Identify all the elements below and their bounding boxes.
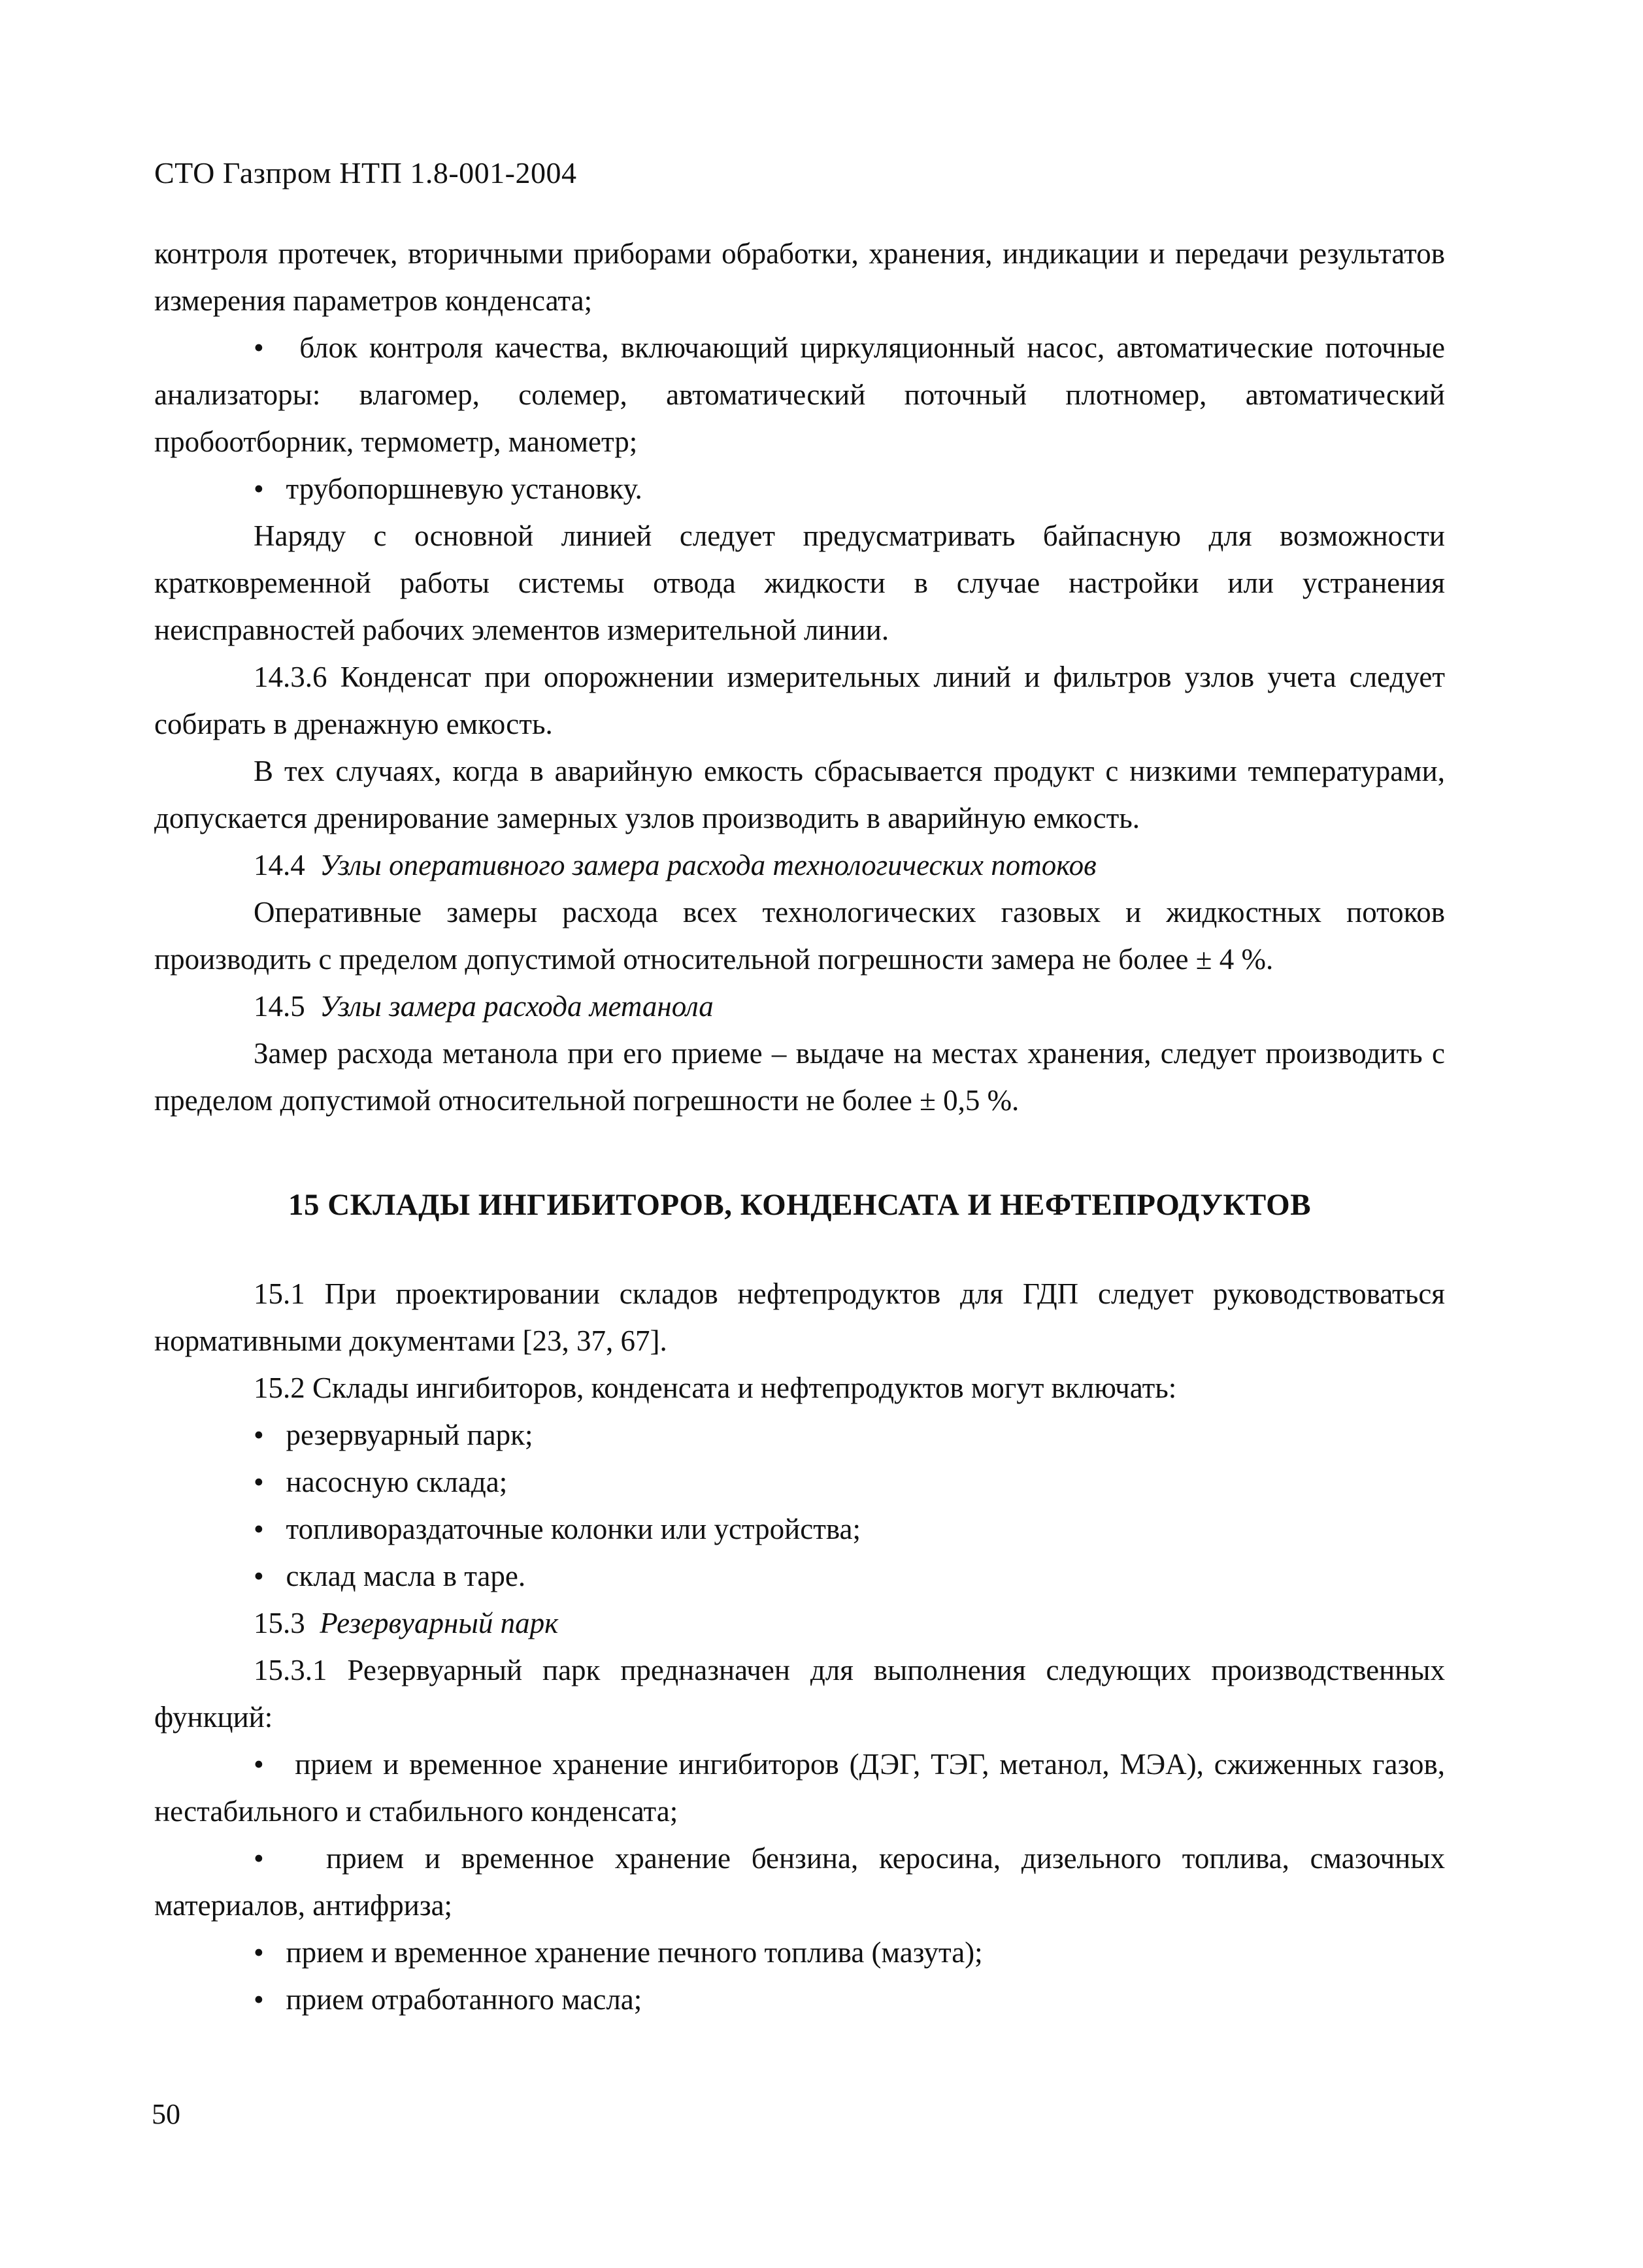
page-number: 50 bbox=[152, 2098, 180, 2130]
bullet-glyph: • bbox=[254, 1842, 264, 1875]
bullet-glyph: • bbox=[254, 1983, 264, 2016]
bullet-glyph: • bbox=[254, 1560, 264, 1592]
bullet-item: • прием и временное хранение печного топлива (мазута); bbox=[254, 1936, 983, 1969]
paragraph-14-5: Замер расхода метанола при его приеме – выдаче на местах хранения, следует производить с пределом допустимой относительной погрешности не более ± 0,5 %. bbox=[154, 1037, 1445, 1117]
continuation-paragraph: контроля протечек, вторичными приборами обработки, хранения, индикации и передачи результатов измерения параметров конденсата; bbox=[154, 237, 1445, 317]
bullet-glyph: • bbox=[254, 331, 264, 364]
bullet-glyph: • bbox=[254, 1936, 264, 1969]
bullet-item: • резервуарный парк; bbox=[254, 1419, 533, 1451]
paragraph-14-4: Оперативные замеры расхода всех технологических газовых и жидкостных потоков производить с пределом допустимой относительной погрешности замера не более ± 4 %. bbox=[154, 896, 1445, 976]
bullet-glyph: • bbox=[254, 1466, 264, 1498]
paragraph-15-1: 15.1 При проектировании складов нефтепродуктов для ГДП следует руководствоваться нормативными документами [23, 37, 67]. bbox=[154, 1277, 1445, 1357]
section-15-heading: 15 СКЛАДЫ ИНГИБИТОРОВ, КОНДЕНСАТА И НЕФТЕПРОДУКТОВ bbox=[288, 1188, 1312, 1222]
bullet-item: • прием и временное хранение бензина, керосина, дизельного топлива, смазочных материалов, антифриза; bbox=[154, 1842, 1445, 1922]
paragraph-14-3-6: 14.3.6 Конденсат при опорожнении измерительных линий и фильтров узлов учета следует собирать в дренажную емкость. bbox=[154, 661, 1445, 740]
bullet-glyph: • bbox=[254, 1419, 264, 1451]
section-14-5-title: 14.5 Узлы замера расхода метанола bbox=[254, 990, 714, 1023]
bullet-item: • прием отработанного масла; bbox=[254, 1983, 642, 2016]
paragraph-emergency: В тех случаях, когда в аварийную емкость сбрасывается продукт с низкими температурами, допускается дренирование замерных узлов производить в аварийную емкость. bbox=[154, 755, 1445, 834]
section-15-3-title: 15.3 Резервуарный парк bbox=[254, 1607, 559, 1639]
paragraph-15-3-1: 15.3.1 Резервуарный парк предназначен для выполнения следующих производственных функций: bbox=[154, 1654, 1445, 1734]
bullet-item: • трубопоршневую установку. bbox=[254, 472, 642, 505]
section-14-4-title: 14.4 Узлы оперативного замера расхода технологических потоков bbox=[254, 849, 1097, 881]
bullet-item: • топливораздаточные колонки или устройства; bbox=[254, 1513, 861, 1545]
bullet-item: • склад масла в таре. bbox=[254, 1560, 526, 1592]
bullet-glyph: • bbox=[254, 1748, 264, 1781]
paragraph-15-2: 15.2 Склады ингибиторов, конденсата и нефтепродуктов могут включать: bbox=[254, 1372, 1177, 1404]
bullet-item: • блок контроля качества, включающий циркуляционный насос, автоматические поточные анализаторы: влагомер, солемер, автоматический поточный плотномер, автоматический пробоотборник, термометр, манометр; bbox=[154, 331, 1445, 458]
bullet-item: • насосную склада; bbox=[254, 1466, 508, 1498]
document-header: СТО Газпром НТП 1.8-001-2004 bbox=[154, 156, 577, 189]
bullet-glyph: • bbox=[254, 1513, 264, 1545]
bullet-glyph: • bbox=[254, 472, 264, 505]
paragraph-bypass: Наряду с основной линией следует предусматривать байпасную для возможности кратковременной работы системы отвода жидкости в случае настройки или устранения неисправностей рабочих элементов измерительной линии. bbox=[154, 519, 1445, 646]
bullet-item: • прием и временное хранение ингибиторов (ДЭГ, ТЭГ, метанол, МЭА), сжиженных газов, нестабильного и стабильного конденсата; bbox=[154, 1748, 1445, 1828]
document-body bbox=[154, 230, 1445, 2023]
